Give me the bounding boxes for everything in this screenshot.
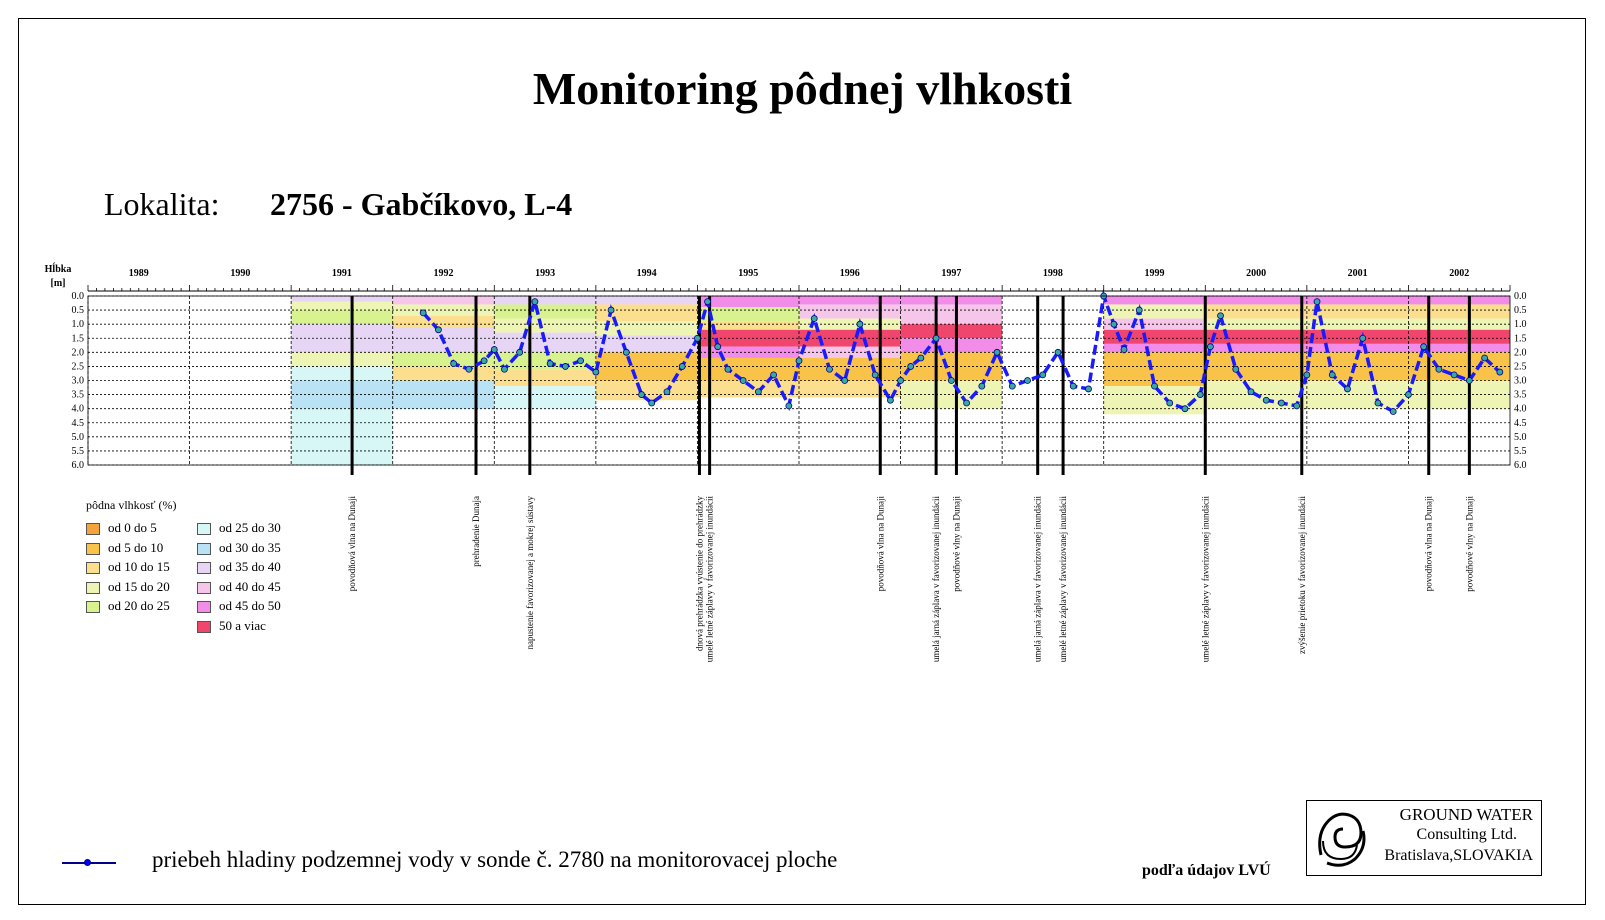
groundwater-point	[1207, 344, 1213, 350]
legend-swatch	[197, 543, 211, 555]
groundwater-point	[547, 361, 553, 367]
y-axis-unit: [m]	[50, 278, 66, 289]
groundwater-point	[664, 389, 670, 395]
groundwater-point	[466, 366, 472, 372]
legend-item	[197, 579, 281, 594]
groundwater-point	[608, 307, 614, 313]
legend-label: od 10 do 15	[108, 559, 170, 574]
moisture-cell	[291, 324, 393, 338]
legend-label: od 0 do 5	[108, 520, 157, 535]
groundwater-point	[1121, 347, 1127, 353]
groundwater-point	[898, 378, 904, 384]
groundwater-point	[948, 378, 954, 384]
legend-label: od 40 do 45	[219, 578, 281, 594]
y-tick-label-right: 1.0	[1514, 319, 1527, 331]
event-label: umelé letné záplavy v favorizovanej inundácii	[1200, 496, 1211, 663]
groundwater-point	[1040, 372, 1046, 378]
groundwater-point	[1233, 366, 1239, 372]
year-label: 1993	[535, 268, 556, 279]
legend-label: od 35 do 40	[219, 559, 281, 574]
groundwater-point	[679, 363, 685, 369]
moisture-cell	[1307, 296, 1409, 304]
groundwater-point	[578, 358, 584, 364]
groundwater-point	[1009, 383, 1015, 389]
legend-item	[197, 618, 266, 633]
legend-item	[86, 598, 170, 613]
event-label: povodňové vlny na Dunaji	[951, 496, 962, 592]
groundwater-point	[1167, 400, 1173, 406]
groundwater-point	[435, 327, 441, 333]
groundwater-point	[491, 347, 497, 353]
event-label: povodňová vlna na Dunaji	[1423, 496, 1434, 592]
groundwater-point	[908, 363, 914, 369]
groundwater-point	[639, 392, 645, 398]
year-label: 1997	[941, 268, 962, 279]
y-tick-label-right: 2.5	[1514, 361, 1527, 373]
groundwater-point	[857, 321, 863, 327]
moisture-cell	[494, 296, 596, 304]
y-tick-label-right: 5.5	[1514, 445, 1527, 457]
legend-item	[197, 559, 281, 574]
moisture-cell	[494, 319, 596, 333]
moisture-cell	[393, 366, 495, 380]
moisture-cell	[901, 304, 1003, 324]
y-tick-label-right: 3.0	[1514, 375, 1527, 387]
groundwater-point	[517, 349, 523, 355]
groundwater-point	[725, 366, 731, 372]
moisture-cell	[1307, 304, 1409, 318]
groundwater-point	[1055, 349, 1061, 355]
logo-line-3: Bratislava,SLOVAKIA	[1384, 847, 1533, 864]
moisture-cell	[1104, 386, 1206, 414]
groundwater-point	[1421, 344, 1427, 350]
groundwater-point	[1136, 307, 1142, 313]
legend-title: pôdna vlhkosť (%)	[86, 498, 177, 512]
source-note: podľa údajov LVÚ	[1142, 862, 1271, 879]
legend-item	[197, 598, 281, 613]
moisture-cell	[1104, 319, 1206, 330]
legend-swatch	[86, 562, 100, 574]
location-label: Lokalita:	[104, 186, 220, 222]
year-label: 1992	[433, 268, 454, 279]
event-label: umelé letné záplavy v favorizovanej inundácii	[704, 496, 715, 663]
moisture-cell	[1205, 330, 1307, 344]
groundwater-point	[1197, 392, 1203, 398]
legend-item	[197, 520, 281, 535]
y-tick-label-right: 0.0	[1514, 291, 1527, 302]
year-label: 2000	[1246, 268, 1267, 279]
groundwater-point	[1294, 403, 1300, 409]
y-tick-label-left: 2.5	[71, 361, 84, 373]
legend-item	[86, 559, 170, 574]
groundwater-point	[740, 378, 746, 384]
y-tick-label-left: 2.0	[71, 347, 84, 359]
y-tick-label-left: 4.5	[71, 417, 84, 429]
groundwater-point	[1218, 313, 1224, 319]
legend-label: od 5 do 10	[108, 539, 164, 555]
groundwater-point	[1263, 397, 1269, 403]
groundwater-point	[872, 372, 878, 378]
groundwater-point	[1466, 378, 1472, 384]
groundwater-point	[1025, 378, 1031, 384]
moisture-cell	[901, 296, 1003, 304]
event-label: dnová prehrádzka vyústenie do prehrádzky	[694, 496, 705, 651]
groundwater-point	[1085, 386, 1091, 392]
moisture-cell	[393, 316, 495, 327]
legend-item	[86, 540, 163, 555]
groundwater-point	[979, 383, 985, 389]
legend-label: od 45 do 50	[219, 598, 281, 613]
moisture-cell	[1104, 344, 1206, 352]
moisture-cell	[697, 296, 799, 307]
year-label: 1996	[839, 268, 860, 279]
groundwater-point	[933, 335, 939, 341]
company-logo-box	[1306, 800, 1542, 876]
event-label: povodňová vlna na Dunaji	[875, 496, 886, 592]
legend-swatch	[86, 523, 100, 535]
legend-item	[86, 520, 157, 535]
y-tick-label-left: 0.0	[71, 291, 84, 302]
moisture-cell	[291, 310, 393, 324]
y-tick-label-right: 4.5	[1514, 417, 1527, 429]
y-tick-label-right: 4.0	[1514, 403, 1527, 415]
groundwater-point	[1070, 383, 1076, 389]
groundwater-point	[481, 358, 487, 364]
groundwater-point	[1111, 321, 1117, 327]
legend-item	[86, 579, 170, 594]
legend-swatch	[197, 582, 211, 594]
groundwater-point	[1152, 383, 1158, 389]
y-tick-label-left: 1.0	[71, 319, 84, 331]
moisture-cell	[1408, 381, 1510, 409]
groundwater-point	[1182, 406, 1188, 412]
groundwater-point	[755, 389, 761, 395]
legend-swatch	[197, 621, 211, 633]
y-tick-label-left: 6.0	[71, 460, 84, 471]
chart-title: Monitoring pôdnej vlhkosti	[532, 63, 1073, 114]
groundwater-legend-label: priebeh hladiny podzemnej vody v sonde č. 2780 na monitorovacej ploche	[152, 847, 838, 872]
legend-item	[197, 540, 281, 555]
groundwater-point	[649, 400, 655, 406]
event-label: zvýšenie prietoku v favorizovanej inundácii	[1296, 496, 1307, 654]
moisture-cell	[697, 358, 799, 381]
moisture-cell	[494, 304, 596, 318]
groundwater-point	[1436, 366, 1442, 372]
event-label: povodňová vlna na Dunaji	[347, 496, 358, 592]
groundwater-point	[1451, 372, 1457, 378]
groundwater-point	[593, 369, 599, 375]
y-tick-label-left: 4.0	[71, 403, 84, 415]
groundwater-point	[826, 366, 832, 372]
year-label: 1994	[636, 268, 657, 279]
moisture-cell	[799, 296, 901, 304]
y-tick-label-left: 1.5	[71, 333, 84, 345]
groundwater-point	[705, 299, 711, 305]
y-tick-label-right: 2.0	[1514, 347, 1527, 359]
legend-swatch	[197, 523, 211, 535]
y-tick-label-left: 0.5	[71, 305, 84, 317]
y-tick-label-left: 3.5	[71, 389, 84, 401]
groundwater-point	[1329, 372, 1335, 378]
moisture-cell	[1408, 296, 1510, 304]
moisture-cell	[1104, 304, 1206, 318]
legend-label: od 20 do 25	[108, 598, 170, 613]
legend-label: od 25 do 30	[219, 520, 281, 535]
moisture-cell	[1408, 304, 1510, 318]
groundwater-point	[964, 400, 970, 406]
moisture-cell	[393, 304, 495, 315]
y-axis-title: Hĺbka	[44, 264, 72, 275]
moisture-cell	[291, 352, 393, 366]
groundwater-point	[1375, 400, 1381, 406]
legend-swatch	[197, 601, 211, 613]
y-tick-label-right: 6.0	[1514, 460, 1527, 471]
groundwater-point	[1497, 369, 1503, 375]
event-label: prehradenie Dunaja	[471, 496, 482, 567]
location-value: 2756 - Gabčíkovo, L-4	[270, 186, 573, 222]
groundwater-point	[532, 299, 538, 305]
moisture-cell	[901, 324, 1003, 338]
groundwater-point	[887, 397, 893, 403]
legend-label: od 15 do 20	[108, 578, 170, 594]
groundwater-point	[501, 366, 507, 372]
groundwater-point	[694, 335, 700, 341]
legend-label: od 30 do 35	[219, 539, 281, 555]
year-label: 2001	[1347, 268, 1368, 279]
legend-label: 50 a viac	[219, 617, 266, 633]
moisture-cell	[291, 338, 393, 352]
moisture-cell	[393, 327, 495, 338]
groundwater-point	[842, 378, 848, 384]
moisture-cell	[901, 338, 1003, 352]
moisture-cell	[1205, 296, 1307, 304]
moisture-cell	[1408, 319, 1510, 330]
y-tick-label-right: 0.5	[1514, 305, 1527, 317]
year-label: 1995	[738, 268, 759, 279]
groundwater-legend-marker	[84, 859, 91, 866]
moisture-cell	[596, 321, 698, 335]
year-label: 2002	[1449, 268, 1470, 279]
groundwater-point	[1360, 335, 1366, 341]
moisture-cell	[291, 366, 393, 380]
groundwater-point	[918, 355, 924, 361]
groundwater-point	[1304, 372, 1310, 378]
moisture-cell	[291, 296, 393, 302]
groundwater-point	[1248, 389, 1254, 395]
year-label: 1991	[331, 268, 352, 279]
logo-line-1: GROUND WATER	[1399, 805, 1533, 824]
y-tick-label-left: 5.5	[71, 445, 84, 457]
legend-swatch	[86, 543, 100, 555]
event-label: umelé letné záplavy v favorizovanej inundácii	[1058, 496, 1069, 663]
year-label: 1998	[1042, 268, 1063, 279]
groundwater-point	[451, 361, 457, 367]
groundwater-point	[1278, 400, 1284, 406]
moisture-cell	[393, 381, 495, 409]
logo-line-2: Consulting Ltd.	[1416, 826, 1517, 843]
groundwater-point	[771, 372, 777, 378]
groundwater-point	[562, 363, 568, 369]
moisture-cell	[1104, 296, 1206, 304]
moisture-cell	[901, 381, 1003, 409]
moisture-cell	[494, 386, 596, 409]
y-tick-label-left: 3.0	[71, 375, 84, 387]
y-tick-label-right: 1.5	[1514, 333, 1527, 345]
groundwater-point	[994, 349, 1000, 355]
moisture-cell	[393, 296, 495, 304]
y-tick-label-right: 5.0	[1514, 431, 1527, 443]
groundwater-point	[786, 403, 792, 409]
y-tick-label-left: 5.0	[71, 431, 84, 443]
event-label: povodňové vlny na Dunaji	[1464, 496, 1475, 592]
year-label: 1990	[230, 268, 251, 279]
groundwater-point	[623, 349, 629, 355]
groundwater-point	[1482, 355, 1488, 361]
legend-swatch	[86, 601, 100, 613]
moisture-cell	[1205, 344, 1307, 352]
y-tick-label-right: 3.5	[1514, 389, 1527, 401]
groundwater-point	[420, 310, 426, 316]
event-label: umelá jarná záplava v favorizovanej inundácii	[1032, 496, 1043, 663]
legend-swatch	[197, 562, 211, 574]
year-label: 1989	[128, 268, 149, 279]
groundwater-point	[811, 316, 817, 322]
moisture-cell	[291, 302, 393, 310]
event-label: umelá jarná záplava v favorizovanej inundácii	[931, 496, 942, 663]
groundwater-point	[1390, 408, 1396, 414]
groundwater-point	[715, 344, 721, 350]
moisture-cell	[1408, 330, 1510, 344]
year-label: 1999	[1144, 268, 1165, 279]
groundwater-point	[1344, 386, 1350, 392]
moisture-cell	[596, 335, 698, 352]
moisture-cell	[494, 369, 596, 386]
event-label: napustenie favorizovanej a mokrej sústavy	[524, 496, 535, 650]
groundwater-point	[1314, 299, 1320, 305]
legend-swatch	[86, 582, 100, 594]
groundwater-point	[796, 358, 802, 364]
moisture-cell	[596, 296, 698, 304]
groundwater-point	[1405, 392, 1411, 398]
